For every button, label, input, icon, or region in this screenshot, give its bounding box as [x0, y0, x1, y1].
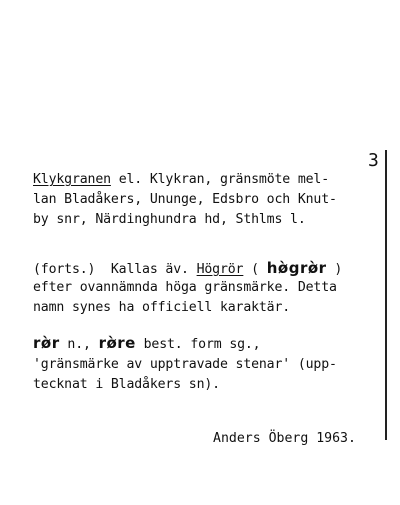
text-line-7-b: best. form sg., [135, 337, 261, 352]
text-line-7-a: n., [59, 337, 99, 352]
text-line-6: namn synes ha officiell karaktär. [33, 300, 291, 315]
margin-rule [385, 150, 387, 440]
text-line-4-a: (forts.) Kallas äv. [33, 262, 197, 277]
text-line-3: by snr, Närdinghundra hd, Sthlms l. [33, 212, 306, 227]
text-line-9: tecknat i Bladåkers sn). [33, 377, 220, 392]
page-number: 3 [368, 150, 379, 171]
text-line-1 [33, 172, 329, 188]
text-line-4-c: ) [326, 262, 343, 277]
alt-name: Högrör [196, 262, 244, 277]
signature: Anders Öberg 1963. [213, 431, 356, 446]
text-line-8: 'gränsmärke av upptravade stenar' (upp- [33, 357, 337, 372]
phonetic-transcription-2: rø̀r [33, 334, 60, 352]
phonetic-transcription-3: rø̀re [98, 334, 136, 352]
text-line-2: lan Bladåkers, Ununge, Edsbro och Knut- [33, 192, 337, 207]
text-line-4-b: ( [243, 262, 267, 277]
phonetic-transcription-1: hø̀grø̀r [266, 259, 327, 277]
text-line-4 [33, 260, 342, 278]
text-line-7 [33, 335, 260, 353]
text-line-5: efter ovannämnda höga gränsmärke. Detta [33, 280, 337, 295]
text-line-1-rest: el. Klykran, gränsmöte mel- [110, 172, 330, 187]
headword: Klykgranen [33, 172, 111, 187]
